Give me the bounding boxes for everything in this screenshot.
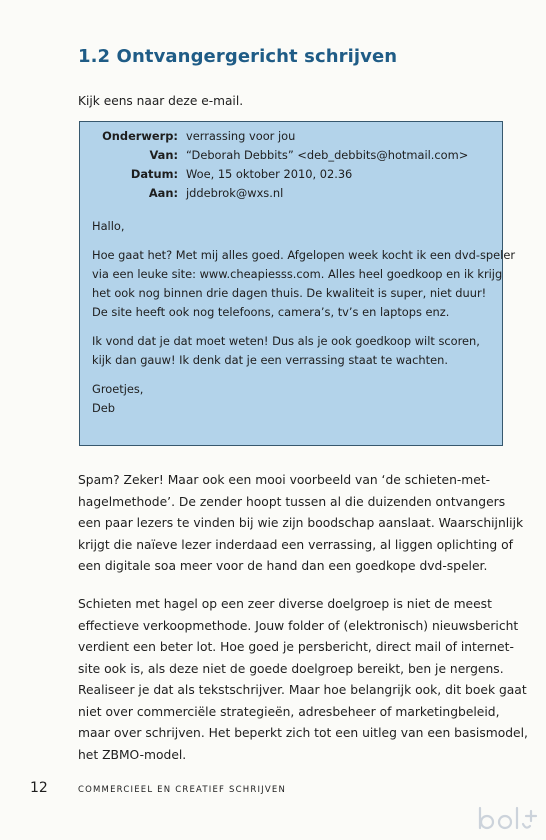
email-paragraph [92, 246, 516, 322]
email-header-key: Aan: [148, 186, 178, 200]
text-line: niet over commerciële strategieën, adresbeheer of marketingbeleid, [78, 704, 500, 719]
email-header-key: Van: [149, 148, 178, 162]
text-line: De site heeft ook nog telefoons, camera’s, tv’s en laptops enz. [92, 305, 450, 319]
email-header-value: Woe, 15 oktober 2010, 02.36 [186, 167, 353, 181]
email-header-key: Onderwerp: [102, 129, 178, 143]
email-header-row [92, 184, 468, 203]
email-paragraph [92, 332, 492, 370]
bol-watermark-logo-icon [474, 800, 540, 834]
text-line: Schieten met hagel op een zeer diverse doelgroep is niet de meest [78, 597, 492, 611]
text-line: een digitale soa meer voor de hand dan een goedkope dvd-speler. [78, 559, 488, 573]
email-closing [92, 380, 492, 418]
body-paragraph [78, 594, 528, 766]
page-number: 12 [30, 780, 48, 796]
text-line: Realiseer je dat als tekstschrijver. Maar hoe belangrijk ook, dit boek gaat [78, 683, 527, 697]
email-header-table [92, 127, 468, 203]
text-line: krijgt die naïeve lezer inderdaad een verrassing, al liggen oplichting of [78, 537, 513, 552]
text-line: maar over schrijven. Het beperkt zich tot een uitleg van een basismodel, [78, 726, 528, 740]
email-box [79, 121, 516, 446]
intro-text: Kijk eens naar deze e-mail. [78, 94, 244, 108]
text-line: het ZBMO-model. [78, 747, 187, 762]
email-header-row [92, 127, 468, 146]
text-line: Hoe gaat het? Met mij alles goed. Afgelopen week kocht ik een dvd-speler [92, 248, 516, 262]
email-greeting: Hallo, [92, 219, 125, 233]
page-footer [30, 780, 286, 796]
text-line: Deb [92, 401, 116, 415]
text-line: hagelmethode’. De zender hoopt tussen al die duizenden ontvangers [78, 494, 506, 509]
body-paragraph [78, 470, 524, 578]
text-line: kijk dan gauw! Ik denk dat je een verrassing staat te wachten. [92, 353, 448, 367]
text-line: site ook is, als deze niet de goede doelgroep bereikt, ben je nergens. [78, 661, 504, 676]
text-line: Ik vond dat je dat moet weten! Dus als je ook goedkoop wilt scoren, [92, 334, 480, 348]
email-header-value: verrassing voor jou [186, 129, 296, 143]
text-line: een paar lezers te vinden bij wie zijn boodschap aanslaat. Waarschijnlijk [78, 516, 524, 530]
email-header-row [92, 146, 468, 165]
email-header-row [92, 165, 468, 184]
email-header-key: Datum: [130, 167, 178, 181]
email-header-value: jddebrok@wxs.nl [186, 186, 284, 200]
text-line: Groetjes, [92, 382, 144, 396]
section-heading: 1.2 Ontvangergericht schrijven [78, 46, 398, 67]
text-line: verdient een beter lot. Hoe goed je persbericht, direct mail of internet- [78, 640, 514, 654]
text-line: effectieve verkoopmethode. Jouw folder of (elektronisch) nieuwsbericht [78, 618, 519, 633]
running-title: COMMERCIEEL EN CREATIEF SCHRIJVEN [78, 785, 287, 795]
text-line: het ook nog binnen drie dagen thuis. De kwaliteit is super, niet duur! [92, 286, 487, 300]
email-header-value: “Deborah Debbits” <deb_debbits@hotmail.com> [186, 148, 469, 162]
text-line: Spam? Zeker! Maar ook een mooi voorbeeld van ‘de schieten-met- [78, 473, 491, 487]
text-line: via een leuke site: www.cheapiesss.com. Alles heel goedkoop en ik krijg [92, 267, 503, 281]
